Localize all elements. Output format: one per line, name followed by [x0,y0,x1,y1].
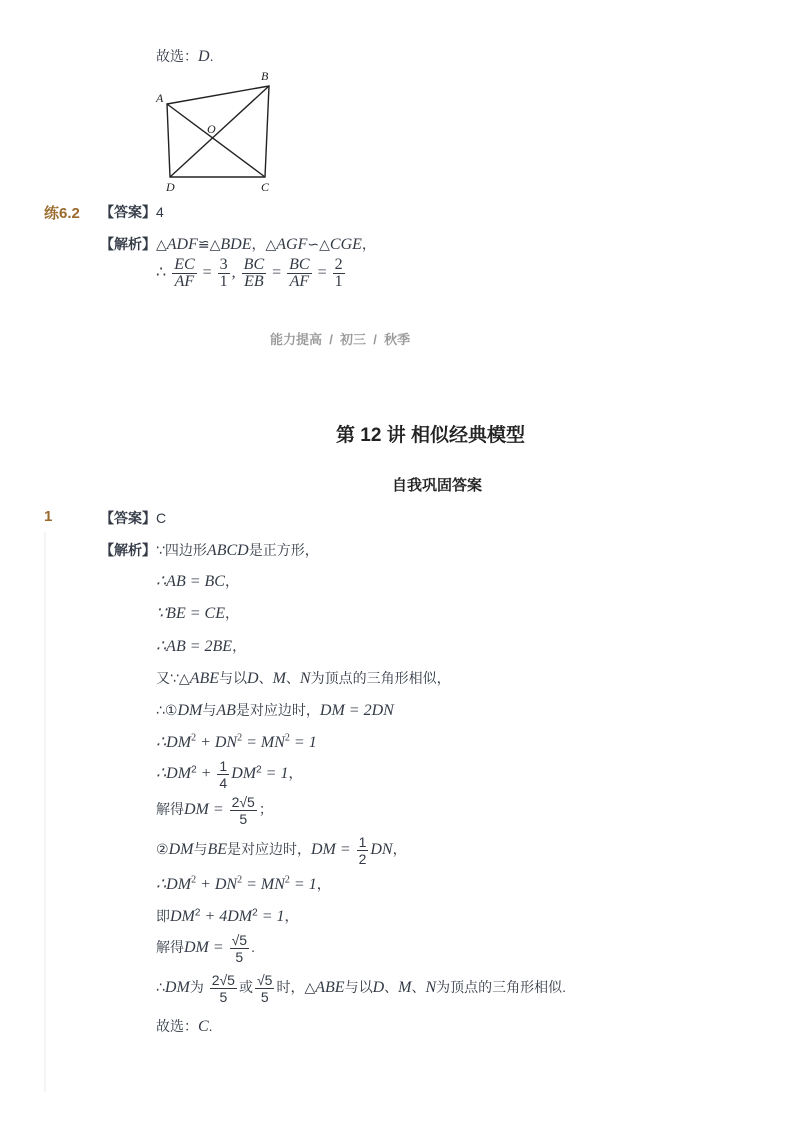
left-margin-bar [44,532,46,1092]
vertex-label-a: A [156,91,164,105]
vertex-label-b: B [261,69,269,83]
analysis-line-10: ②DM与BE是对应边时，DM = $\frac{1}{2}$ DN， [156,834,407,867]
answer-row [100,202,164,222]
analysis-line-15: 故选：C. [156,1018,213,1035]
analysis-line-4: ∴AB = 2BE， [156,638,247,655]
answer-label: 【答案】 [100,510,156,526]
answer-row [100,508,166,528]
page-footer: 能力提高 / 初三 / 秋季 [270,332,411,347]
fraction: $\frac{BC}{EB}$ [243,256,265,290]
answer-value: C [156,510,167,526]
question-number: 1 [44,508,53,525]
answer-value: 4 [156,204,164,220]
analysis-line-2: ∴ $\frac{EC}{AF}$ = $\frac{3}{1}$ , $\frac{BC}{EB}$ = $\frac{BC}{AF}$ = $\frac{2}{1}$ [156,256,343,290]
fraction: $\frac{EC}{AF}$ [174,256,195,290]
fraction: $\frac{√5}{5}$ [256,972,273,1005]
analysis-line-1: 【解析】∵四边形ABCD是正方形， [100,542,319,559]
analysis-line-6: ∴①DM与AB是对应边时，DM = 2DN [156,702,394,719]
analysis-line-8: $\therefore DM^2$ + $\frac{1}{4}$ $DM^2 = 1$， [156,758,303,791]
analysis-line-13: 解得DM = $\frac{√5}{5}$ . [156,932,255,965]
analysis-line-12: 即$DM^2 + 4DM^2 = 1$， [156,907,299,925]
vertex-label-c: C [261,180,270,194]
analysis-line-5: 又∵△ABE与以D、M、N为顶点的三角形相似， [156,670,451,687]
fraction: $\frac{1}{2}$ [358,834,367,867]
lecture-title: 第 12 讲 相似经典模型 [336,425,525,446]
fraction: $\frac{2√5}{5}$ [231,794,255,827]
vertex-label-o: O [207,122,216,136]
analysis-line-7: $\therefore DM^2 + DN^2 = MN^2 = 1$ [156,732,317,751]
analysis-label: 【解析】 [100,236,156,252]
fraction: $\frac{√5}{5}$ [231,932,248,965]
top-answer-line: 故选：D. [156,48,214,65]
fraction: $\frac{2√5}{5}$ [211,972,235,1005]
quadrilateral-figure [150,66,285,196]
analysis-line-3: ∵BE = CE， [156,605,239,622]
vertex-label-d: D [166,180,175,194]
analysis-line-14: ∴DM为 $\frac{2√5}{5}$ 或 $\frac{√5}{5}$ 时，△ABE与以D、M、N为顶点的三角形相似. [156,972,567,1005]
fraction: $\frac{BC}{AF}$ [289,256,310,290]
math: D [198,48,210,65]
analysis-label: 【解析】 [100,542,156,558]
section-subtitle: 自我巩固答案 [392,477,483,494]
exercise-number: 练6.2 [44,205,80,222]
analysis-line-11: $\therefore DM^2 + DN^2 = MN^2 = 1$， [156,874,331,893]
fraction: $\frac{3}{1}$ [219,256,228,290]
fraction: $\frac{1}{4}$ [219,758,228,791]
answer-label: 【答案】 [100,204,156,220]
analysis-line-9: 解得DM = $\frac{2√5}{5}$ ； [156,794,273,827]
analysis-line-1: 【解析】△ADF≌△BDE，△AGF∽△CGE， [100,236,376,253]
analysis-line-2: ∴AB = BC， [156,573,239,590]
fraction: $\frac{2}{1}$ [334,256,343,290]
